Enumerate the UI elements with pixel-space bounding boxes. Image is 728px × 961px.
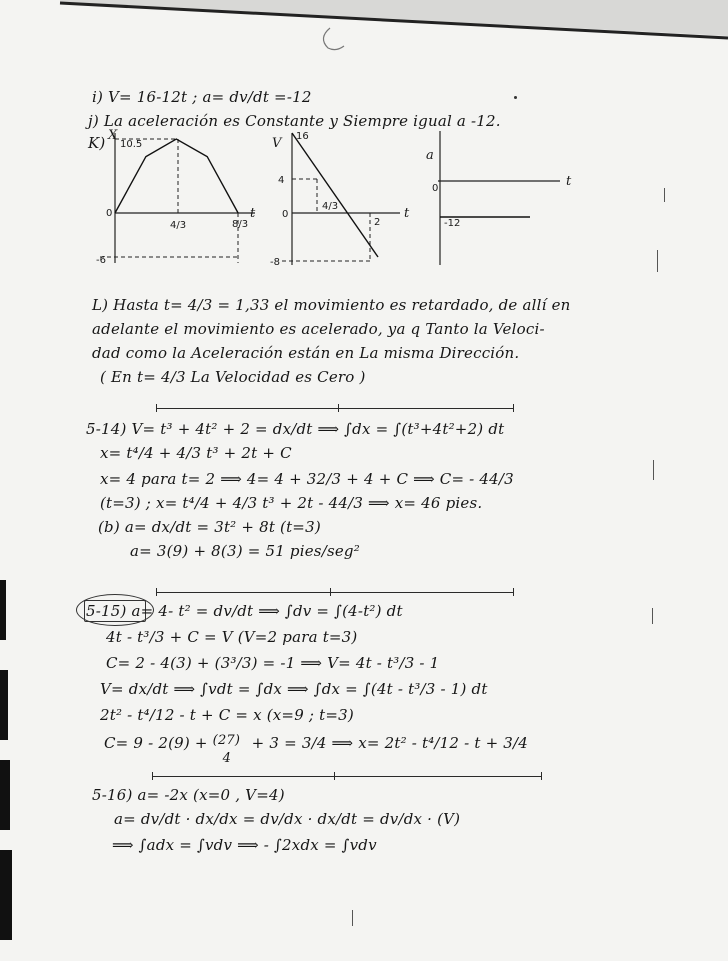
graphs-prefix: K) xyxy=(88,134,106,152)
margin-mark xyxy=(657,250,658,272)
fraction-denominator: 4 xyxy=(222,751,232,766)
separator-tick xyxy=(156,404,157,412)
g3-ymin-label: -12 xyxy=(444,218,461,229)
separator-tick xyxy=(541,772,542,780)
line-l3: dad como la Aceleración están en La misma Dirección. xyxy=(92,344,520,362)
scan-left-edge xyxy=(0,560,22,961)
g3-xlabel: t xyxy=(566,174,572,189)
g2-ymin-label: -8 xyxy=(270,257,280,268)
margin-mark xyxy=(664,188,665,202)
line-l1: L) Hasta t= 4/3 = 1,33 el movimiento es retardado, de allí en xyxy=(92,296,571,314)
line-j: j) La aceleración es Constante y Siempre igual a -12. xyxy=(88,112,501,130)
line-5-15f-part1: C= 9 - 2(9) + xyxy=(104,734,213,752)
line-l4: ( En t= 4/3 La Velocidad es Cero ) xyxy=(100,368,366,386)
separator-tick xyxy=(338,404,339,412)
g3-origin-label: 0 xyxy=(432,183,439,194)
graph-x-t xyxy=(96,128,256,266)
g2-ymid-label: 4 xyxy=(278,175,285,186)
separator-tick xyxy=(330,588,331,596)
line-5-14b: x= t⁴/4 + 4/3 t³ + 2t + C xyxy=(100,444,292,462)
separator-tick xyxy=(513,588,514,596)
margin-mark xyxy=(352,910,353,926)
line-5-16c: ⟹ ∫adx = ∫vdv ⟹ - ∫2xdx = ∫vdv xyxy=(112,836,377,854)
g2-line xyxy=(292,133,381,257)
g2-ymax-label: 16 xyxy=(296,131,309,142)
g1-curve xyxy=(115,139,238,213)
line-5-14a: 5-14) V= t³ + 4t² + 2 = dx/dt ⟹ ∫dx = ∫(t³+4t²+2) dt xyxy=(86,420,505,438)
separator-rule xyxy=(156,408,514,409)
g2-origin-label: 0 xyxy=(282,209,289,220)
line-5-14c: x= 4 para t= 2 ⟹ 4= 4 + 32/3 + 4 + C ⟹ C= - 44/3 xyxy=(100,470,514,488)
separator-tick xyxy=(334,772,335,780)
line-5-15d: V= dx/dt ⟹ ∫vdt = ∫dx ⟹ ∫dx = ∫(4t - t³/3 - 1) dt xyxy=(100,680,488,698)
separator-tick xyxy=(152,772,153,780)
g1-xend-label: 8/3 xyxy=(232,219,249,230)
separator-tick xyxy=(156,588,157,596)
line-5-14e: (b) a= dx/dt = 3t² + 8t (t=3) xyxy=(98,518,321,536)
g1-origin-label: 0 xyxy=(106,208,113,219)
fraction-27-4 xyxy=(212,733,247,766)
g1-ymin-label: -6 xyxy=(96,255,106,266)
g1-xlabel: t xyxy=(250,206,256,221)
graph-v-t xyxy=(270,131,410,268)
separator-tick xyxy=(513,404,514,412)
g2-ylabel: V xyxy=(272,136,282,151)
line-5-15e: 2t² - t⁴/12 - t + C = x (x=9 ; t=3) xyxy=(100,706,354,724)
g2-xmid-label: 4/3 xyxy=(322,201,339,212)
line-5-14f: a= 3(9) + 8(3) = 51 pies/seg² xyxy=(130,542,360,560)
scan-top-edge xyxy=(0,0,728,60)
g1-ymax-label: 10.5 xyxy=(120,139,143,150)
line-5-16b: a= dv/dt · dx/dx = dv/dx · dx/dt = dv/dx · (V) xyxy=(114,810,461,828)
line-5-15f-part2: + 3 = 3/4 ⟹ x= 2t² - t⁴/12 - t + 3/4 xyxy=(251,734,529,752)
line-5-15b: 4t - t³/3 + C = V (V=2 para t=3) xyxy=(106,628,358,646)
g1-xmid-label: 4/3 xyxy=(170,220,187,231)
bullet-dot xyxy=(514,96,517,99)
line-l2: adelante el movimiento es acelerado, ya q Tanto la Veloci- xyxy=(92,320,545,338)
fraction-numerator: (27) xyxy=(212,733,241,748)
margin-mark xyxy=(652,608,653,624)
g2-xend-label: 2 xyxy=(374,217,381,228)
line-5-16a: 5-16) a= -2x (x=0 , V=4) xyxy=(92,786,285,804)
graphs-area xyxy=(60,125,600,275)
separator-rule xyxy=(156,592,514,593)
line-5-15c: C= 2 - 4(3) + (3³/3) = -1 ⟹ V= 4t - t³/3 - 1 xyxy=(106,654,440,672)
graph-a-t xyxy=(426,131,572,265)
line-i: i) V= 16-12t ; a= dv/dt =-12 xyxy=(92,88,312,106)
margin-mark xyxy=(653,460,654,480)
line-5-15a: 5-15) a= 4- t² = dv/dt ⟹ ∫dv = ∫(4-t²) dt xyxy=(86,602,403,620)
line-5-15f xyxy=(104,733,529,766)
separator-rule xyxy=(152,776,542,777)
g1-ylabel: X xyxy=(108,128,118,143)
g3-ylabel: a xyxy=(426,148,434,163)
g2-xlabel: t xyxy=(404,206,410,221)
line-5-14d: (t=3) ; x= t⁴/4 + 4/3 t³ + 2t - 44/3 ⟹ x= 46 pies. xyxy=(100,494,483,512)
